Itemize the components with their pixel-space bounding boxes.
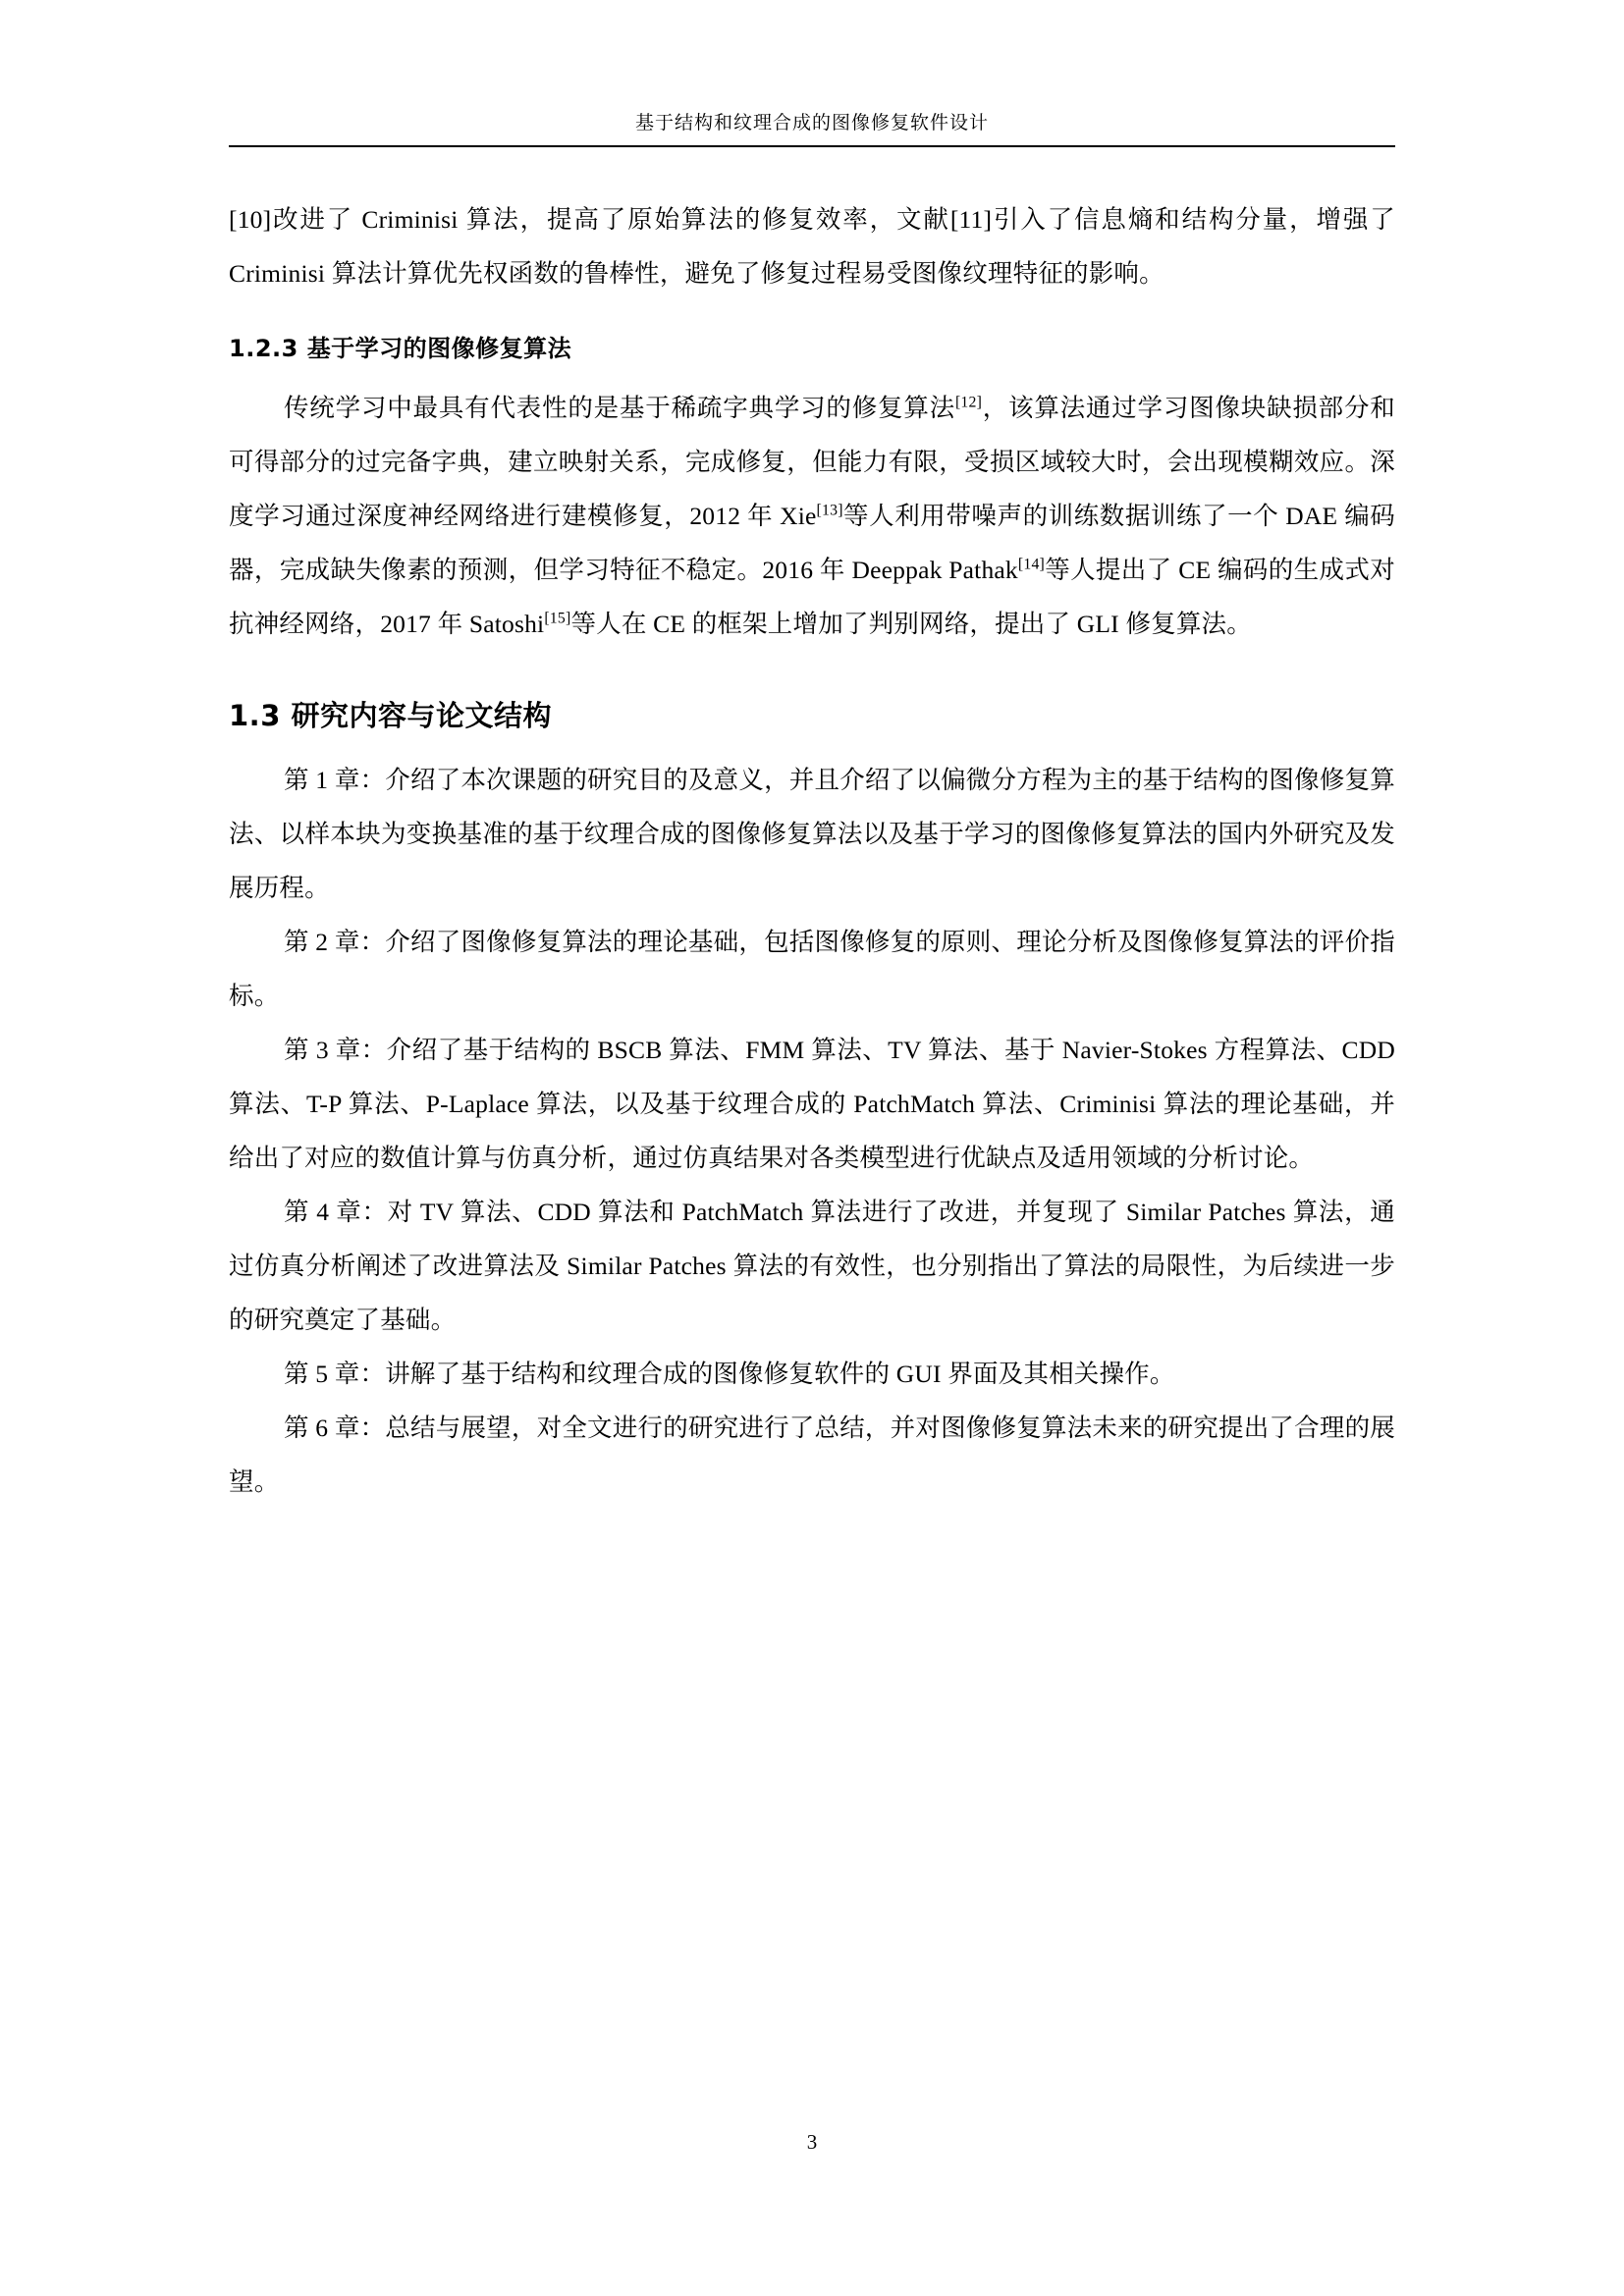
paragraph-chapter-5: 第 5 章：讲解了基于结构和纹理合成的图像修复软件的 GUI 界面及其相关操作。 xyxy=(284,1360,1175,1388)
paragraph-chapter-3: 第 3 章：介绍了基于结构的 BSCB 算法、FMM 算法、TV 算法、基于 Navier-Stokes 方程算法、CDD 算法、T-P 算法、P-Laplace 算法，以及基于纹理合成的 PatchMatch 算法、Criminisi 算法的理论基础，并给出了对应的数值计算与仿真分析，通过仿真结果对各类模型进行优缺点及适用领域的分析讨论。 xyxy=(229,1036,1395,1172)
para-learning-text-a: 传统学习中最具有代表性的是基于稀疏字典学习的修复算法 xyxy=(284,394,955,422)
para-learning-text-d: 等人提出了 CE 编码的生成式对抗神经网络，2017 年 Satoshi xyxy=(229,556,1395,638)
citation-15: [15] xyxy=(544,610,571,627)
para-learning-text-e: 等人在 CE 的框架上增加了判别网络，提出了 GLI 修复算法。 xyxy=(570,610,1252,638)
page-number: 3 xyxy=(806,2130,818,2154)
paragraph-learning-algorithms xyxy=(229,381,1395,651)
running-header: 基于结构和纹理合成的图像修复软件设计 xyxy=(634,112,989,133)
paragraph-chapter-4: 第 4 章：对 TV 算法、CDD 算法和 PatchMatch 算法进行了改进，并复现了 Similar Patches 算法，通过仿真分析阐述了改进算法及 Similar Patches 算法的有效性，也分别指出了算法的局限性，为后续进一步的研究奠定了基础。 xyxy=(229,1198,1395,1334)
paragraph-chapter-6: 第 6 章：总结与展望，对全文进行的研究进行了总结，并对图像修复算法未来的研究提出了合理的展望。 xyxy=(229,1414,1395,1496)
citation-12: [12] xyxy=(954,394,983,411)
para-learning-text-b: ，该算法通过学习图像块缺损部分和可得部分的过完备字典，建立映射关系，完成修复，但能力有限，受损区域较大时，会出现模糊效应。深度学习通过深度神经网络进行建模修复，2012 年 Xie xyxy=(229,394,1395,530)
heading-1-2-3: 1.2.3 基于学习的图像修复算法 xyxy=(229,335,572,362)
paragraph-chapter-1: 第 1 章：介绍了本次课题的研究目的及意义，并且介绍了以偏微分方程为主的基于结构的图像修复算法、以样本块为变换基准的基于纹理合成的图像修复算法以及基于学习的图像修复算法的国内外研究及发展历程。 xyxy=(229,766,1395,902)
citation-13: [13] xyxy=(816,502,843,519)
para-learning-text-c: 等人利用带噪声的训练数据训练了一个 DAE 编码器，完成缺失像素的预测，但学习特征不稳定。2016 年 Deeppak Pathak xyxy=(229,502,1395,584)
paragraph-chapter-2: 第 2 章：介绍了图像修复算法的理论基础，包括图像修复的原则、理论分析及图像修复算法的评价指标。 xyxy=(229,928,1395,1010)
page-content xyxy=(229,192,1395,1509)
paragraph-continued: [10]改进了 Criminisi 算法，提高了原始算法的修复效率，文献[11]引入了信息熵和结构分量，增强了 Criminisi 算法计算优先权函数的鲁棒性，避免了修复过程易受图像纹理特征的影响。 xyxy=(229,205,1395,288)
header-divider xyxy=(229,145,1395,147)
citation-14: [14] xyxy=(1017,556,1046,573)
heading-1-3: 1.3 研究内容与论文结构 xyxy=(229,699,552,732)
